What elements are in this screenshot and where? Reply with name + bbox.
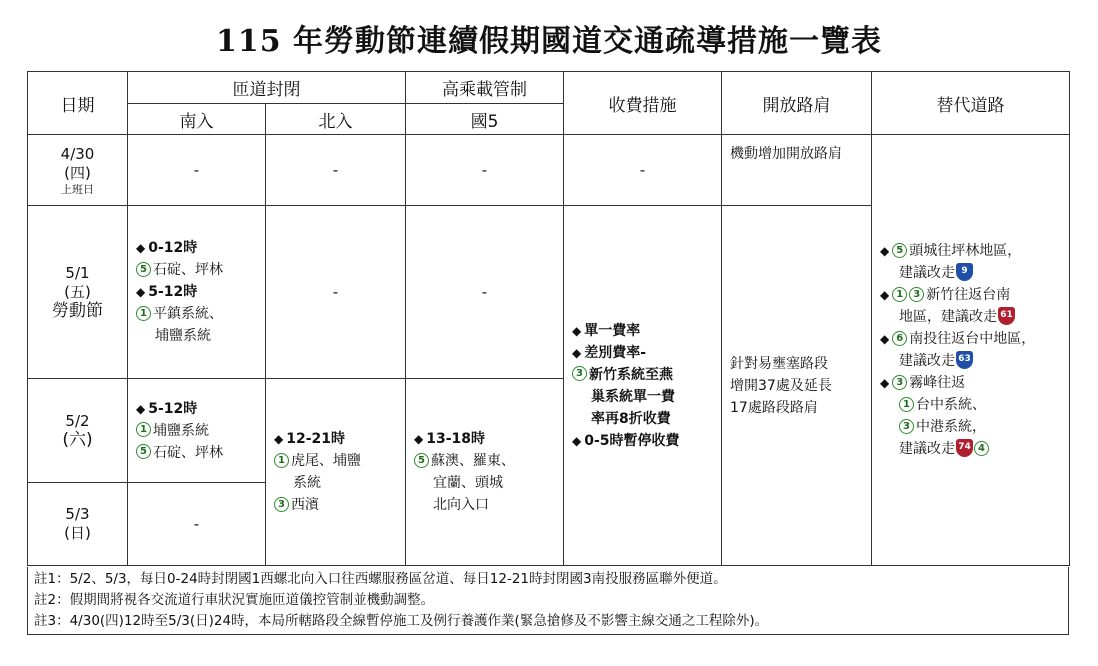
alt-text: 霧峰往返	[909, 375, 966, 391]
date-cell	[28, 379, 128, 483]
header-alt-route: 替代道路	[872, 72, 1070, 135]
highway-flower-icon: 1	[136, 422, 151, 437]
highway-flower-icon: 3	[572, 366, 587, 381]
ramp-text: 系統	[293, 475, 321, 491]
diamond-icon: ◆	[414, 432, 424, 446]
ramp-text: 埔鹽系統	[153, 422, 209, 439]
diamond-icon: ◆	[136, 241, 146, 255]
weekday-text: (日)	[64, 524, 91, 542]
time-text: 5-12時	[148, 284, 198, 300]
note-2: 註2：假期間將視各交流道行車狀況實施匝道儀控管制並機動調整。	[34, 592, 435, 608]
empty-cell: -	[266, 135, 406, 206]
highway-flower-icon: 3	[892, 375, 907, 390]
ramp-text: 西濱	[291, 497, 319, 513]
highway-flower-icon: 5	[892, 243, 907, 258]
workday-note: 上班日	[61, 182, 94, 196]
alt-text: 建議改走	[899, 353, 955, 369]
time-text: 0-12時	[148, 240, 198, 256]
empty-cell: -	[564, 135, 722, 206]
alt-text: 頭城往坪林地區，	[909, 243, 1022, 259]
provincial-shield-icon: 9	[956, 263, 973, 281]
header-hov-route: 國5	[406, 104, 564, 135]
diamond-icon: ◆	[880, 332, 890, 346]
header-hov: 高乘載管制	[406, 72, 564, 104]
diamond-icon: ◆	[880, 288, 890, 302]
hov-52-53	[406, 379, 564, 566]
alt-text: 地區，建議改走	[899, 309, 997, 325]
header-toll: 收費措施	[564, 72, 722, 135]
diamond-icon: ◆	[136, 285, 146, 299]
time-text: 13-18時	[426, 431, 486, 447]
empty-cell: -	[406, 135, 564, 206]
provincial-shield-icon: 61	[998, 307, 1015, 325]
toll-text: 差別費率-	[584, 344, 647, 361]
diamond-icon: ◆	[274, 432, 284, 446]
provincial-shield-icon: 74	[956, 439, 973, 457]
highway-flower-icon: 5	[136, 262, 151, 277]
alt-text: 建議改走	[899, 265, 955, 281]
time-text: 12-21時	[286, 431, 346, 447]
date-text: 5/1	[65, 263, 90, 282]
hov-text: 北向入口	[433, 497, 489, 513]
header-shoulder: 開放路肩	[722, 72, 872, 135]
notes-box	[27, 567, 1069, 635]
hov-text: 宜蘭、頭城	[433, 475, 503, 491]
empty-cell: -	[266, 206, 406, 379]
highway-flower-icon: 4	[974, 441, 989, 456]
alt-text: 建議改走	[899, 441, 955, 457]
header-south: 南入	[128, 104, 266, 135]
ramp-text: 虎尾、埔鹽	[291, 453, 361, 469]
diamond-icon: ◆	[572, 345, 582, 360]
hov-text: 蘇澳、羅東、	[431, 453, 515, 469]
ramp-text: 平鎮系統、	[153, 306, 223, 322]
alt-route-cell	[872, 135, 1070, 566]
time-text: 5-12時	[148, 400, 198, 417]
shoulder-430-text: 機動增加開放路肩	[730, 146, 842, 162]
highway-flower-icon: 5	[136, 444, 151, 459]
alt-text: 中港系統，	[916, 419, 986, 435]
shoulder-text: 增開37處及延長	[730, 377, 832, 394]
empty-cell: -	[128, 135, 266, 206]
date-cell	[28, 206, 128, 379]
header-ramp-closure: 匝道封閉	[128, 72, 406, 104]
diamond-icon: ◆	[572, 323, 582, 338]
toll-cell	[564, 206, 722, 566]
weekday-text: (六)	[62, 429, 93, 450]
highway-flower-icon: 3	[899, 419, 914, 434]
note-3: 註3：4/30(四)12時至5/3(日)24時，本局所轄路段全線暫停施工及例行養護作業(緊急搶修及不影響主線交通之工程除外)。	[34, 613, 769, 629]
toll-text: 單一費率	[584, 322, 641, 339]
note-1: 註1：5/2、5/3，每日0-24時封閉國1西螺北向入口往西螺服務區岔道、每日12-21時封閉國3南投服務區聯外便道。	[34, 571, 727, 587]
diamond-icon: ◆	[880, 376, 890, 390]
shoulder-430	[722, 135, 872, 206]
weekday-text: (五)	[64, 282, 91, 301]
diamond-icon: ◆	[572, 433, 582, 448]
traffic-measures-table	[27, 71, 1070, 566]
highway-flower-icon: 3	[274, 497, 289, 512]
toll-text: 率再8折收費	[591, 410, 671, 427]
highway-flower-icon: 1	[899, 397, 914, 412]
header-date: 日期	[28, 72, 128, 135]
diamond-icon: ◆	[880, 244, 890, 258]
toll-text: 巢系統單一費	[591, 388, 675, 405]
page-title: 115 年勞動節連續假期國道交通疏導措施一覽表	[215, 24, 883, 59]
ramp-text: 埔鹽系統	[155, 328, 211, 344]
shoulder-text: 針對易壅塞路段	[730, 355, 828, 372]
weekday-text: (四)	[64, 163, 91, 182]
highway-flower-icon: 1	[136, 306, 151, 321]
highway-flower-icon: 1	[892, 287, 907, 302]
toll-text: 0-5時暫停收費	[584, 432, 680, 449]
toll-text: 新竹系統至燕	[589, 366, 673, 383]
highway-flower-icon: 1	[274, 453, 289, 468]
ramp-text: 石碇、坪林	[153, 262, 223, 278]
date-cell	[28, 483, 128, 566]
diamond-icon: ◆	[136, 401, 146, 416]
table-row	[28, 135, 1070, 206]
south-ramp-51	[128, 206, 266, 379]
date-text: 5/2	[65, 411, 90, 430]
alt-text: 台中系統、	[916, 397, 986, 413]
alt-text: 新竹往返台南	[926, 287, 1011, 303]
provincial-shield-icon: 63	[956, 351, 973, 369]
date-cell	[28, 135, 128, 206]
ramp-text: 石碇、坪林	[153, 444, 223, 461]
highway-flower-icon: 6	[892, 331, 907, 346]
empty-cell: -	[128, 483, 266, 566]
shoulder-cell	[722, 206, 872, 566]
shoulder-text: 17處路段路肩	[730, 399, 818, 416]
empty-cell: -	[406, 206, 564, 379]
highway-flower-icon: 3	[909, 287, 924, 302]
header-north: 北入	[266, 104, 406, 135]
south-ramp-52	[128, 379, 266, 483]
highway-flower-icon: 5	[414, 453, 429, 468]
date-text: 4/30	[60, 144, 95, 163]
date-text: 5/3	[65, 505, 90, 523]
holiday-text: 勞動節	[52, 300, 103, 321]
alt-text: 南投往返台中地區，	[909, 331, 1036, 347]
north-ramp-52-53	[266, 379, 406, 566]
